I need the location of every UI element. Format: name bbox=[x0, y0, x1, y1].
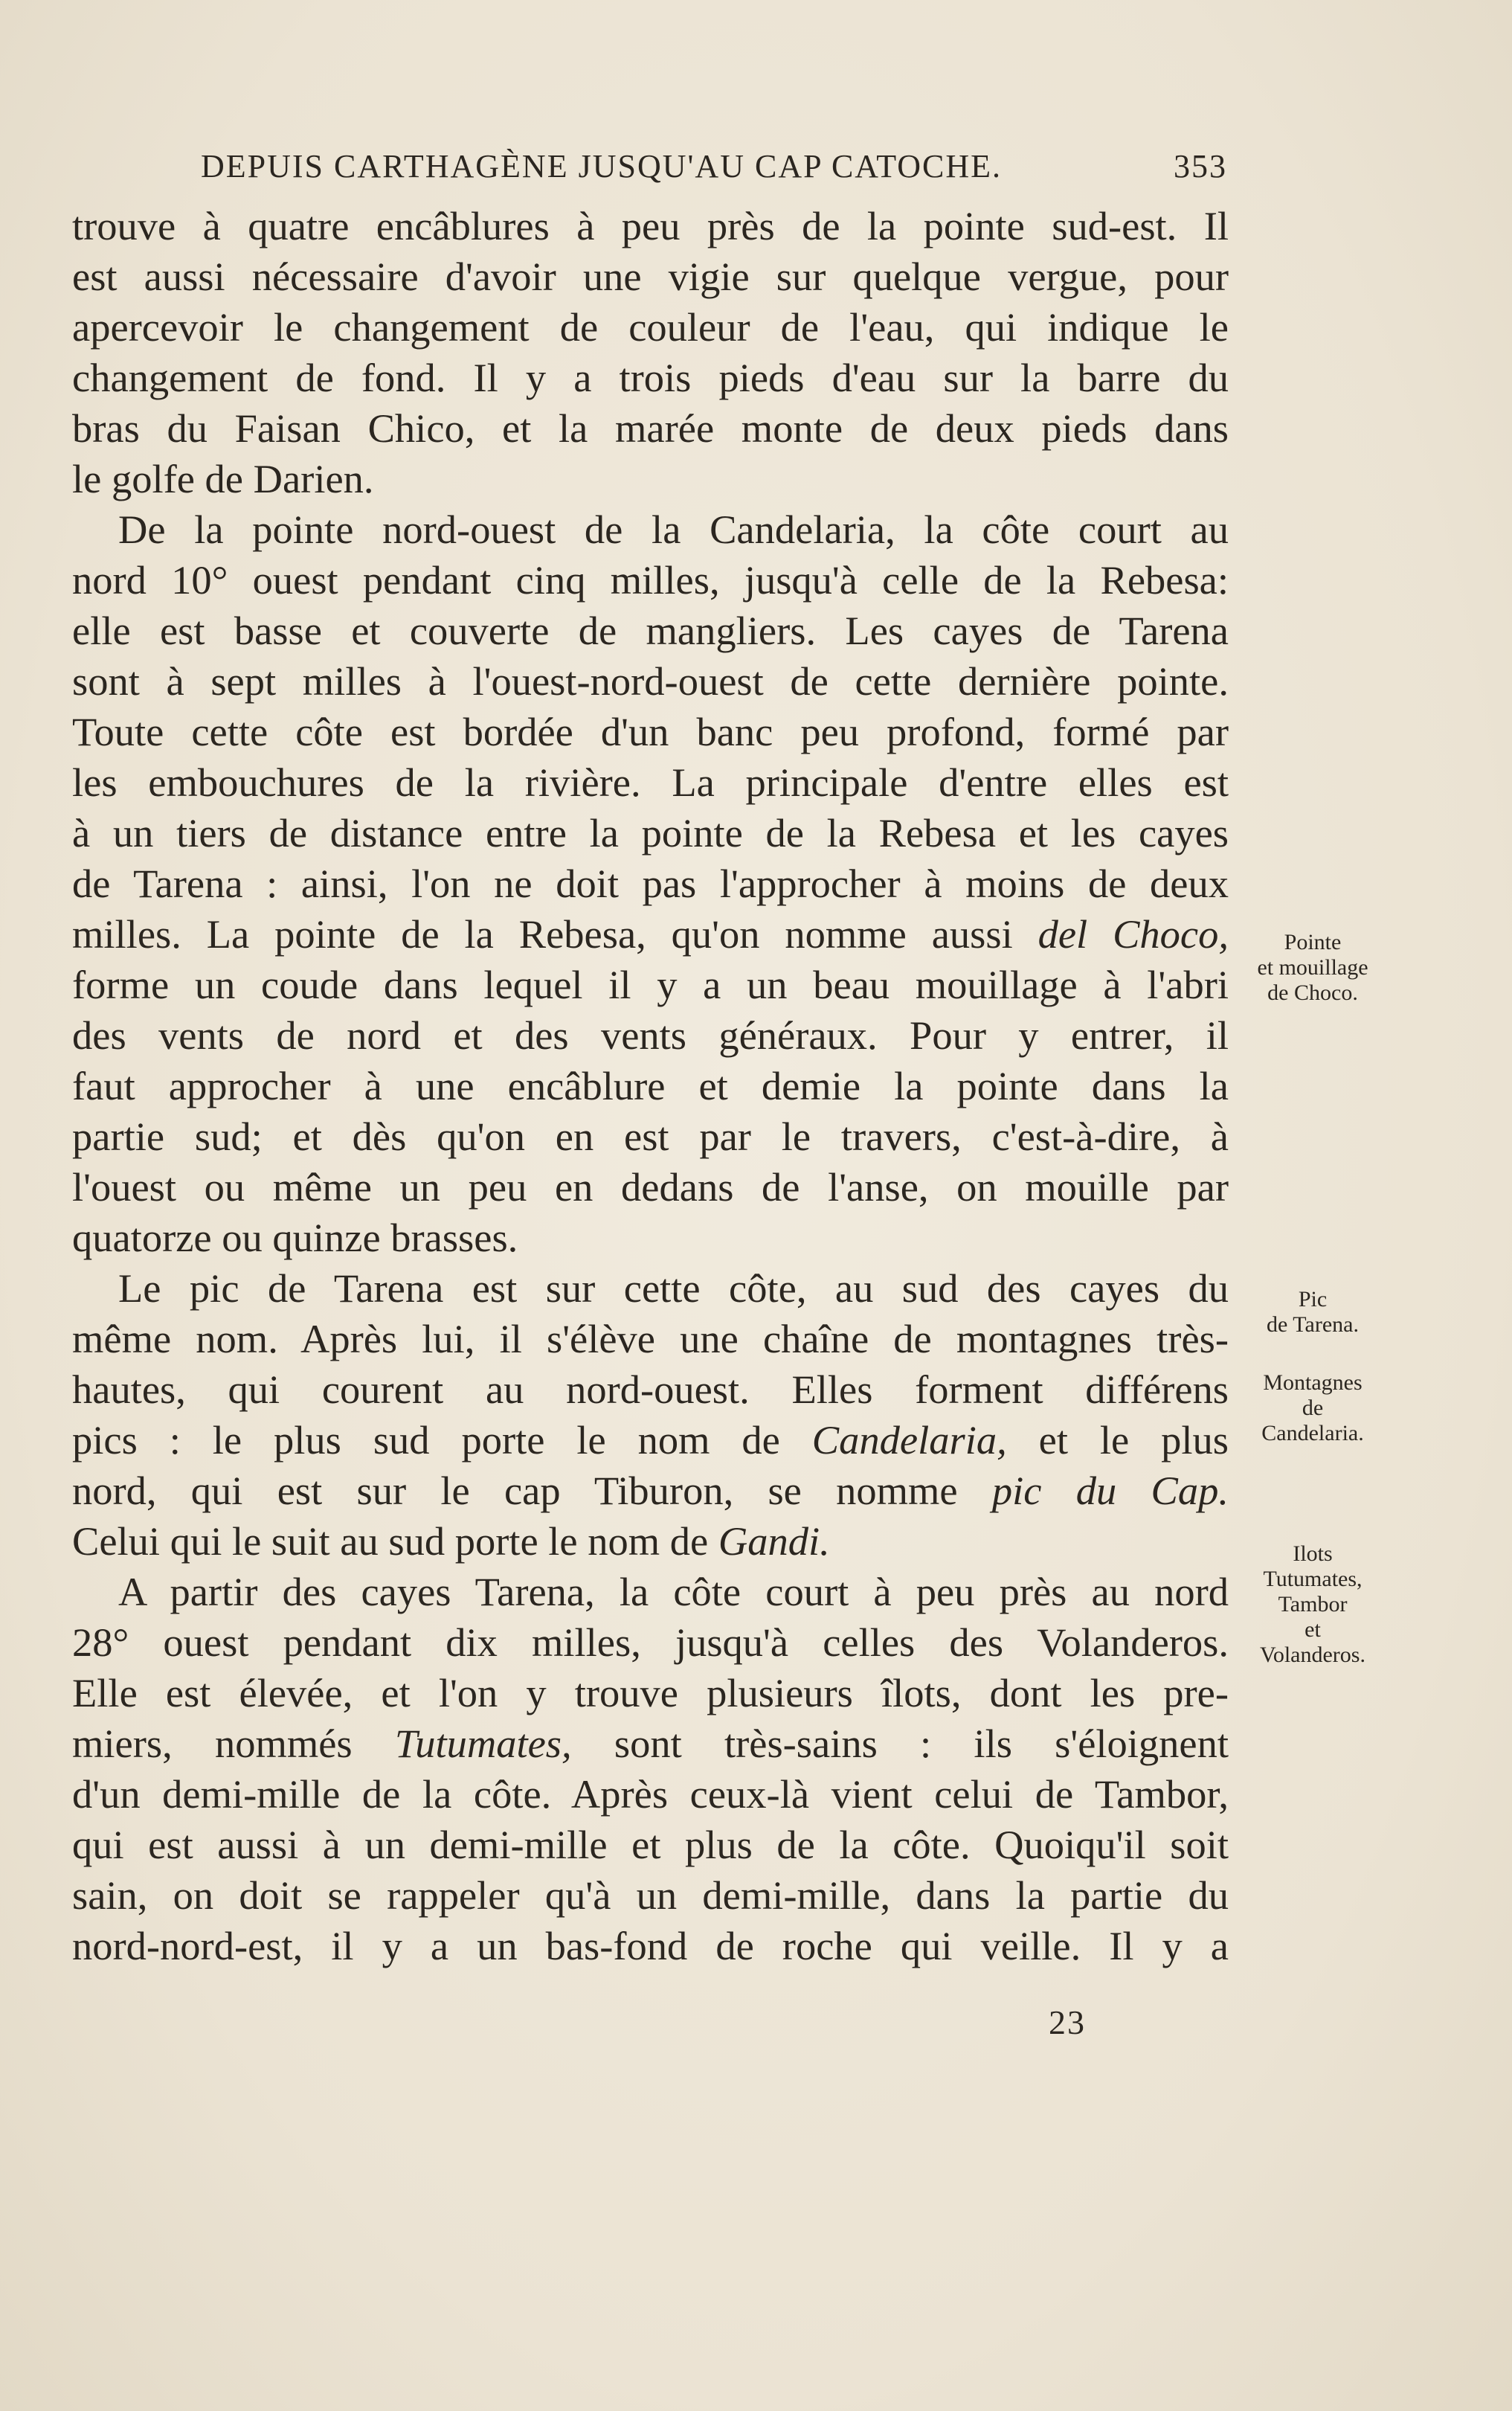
side-note-line: Ilots bbox=[1293, 1541, 1333, 1566]
body-text bbox=[72, 201, 1229, 1971]
text-segment: sont très-sains : ils s'éloignent bbox=[571, 1721, 1229, 1766]
text-segment: pics : le plus sud porte le nom de bbox=[72, 1417, 812, 1463]
text-line: 28° ouest pendant dix milles, jusqu'à celles des Volanderos. bbox=[72, 1619, 1229, 1665]
text-segment: miers, nommés bbox=[72, 1721, 395, 1766]
text-segment: milles. La pointe de la Rebesa, qu'on nomme aussi bbox=[72, 911, 1038, 957]
text-line bbox=[72, 1516, 1229, 1567]
text-line: Le pic de Tarena est sur cette côte, au sud des cayes du bbox=[118, 1265, 1229, 1311]
side-note-line: Candelaria. bbox=[1261, 1421, 1364, 1445]
text-line: Toute cette côte est bordée d'un banc peu profond, formé par bbox=[72, 709, 1229, 754]
text-line: changement de fond. Il y a trois pieds d'eau sur la barre du bbox=[72, 355, 1229, 400]
text-line: l'ouest ou même un peu en dedans de l'anse, on mouille par bbox=[72, 1164, 1229, 1210]
side-note-choco bbox=[1227, 930, 1398, 1006]
side-note-candelaria bbox=[1227, 1370, 1398, 1446]
text-line: apercevoir le changement de couleur de l'eau, qui indique le bbox=[72, 304, 1229, 350]
text-segment: nord, qui est sur le cap Tiburon, se nomme bbox=[72, 1468, 992, 1513]
text-line: A partir des cayes Tarena, la côte court à peu près au nord bbox=[118, 1569, 1229, 1614]
italic-place-name: Tutumates, bbox=[394, 1721, 572, 1766]
side-note-ilots bbox=[1227, 1541, 1398, 1668]
text-line: nord 10° ouest pendant cinq milles, jusqu'à celle de la Rebesa: bbox=[72, 557, 1229, 603]
text-line: sont à sept milles à l'ouest-nord-ouest de cette dernière pointe. bbox=[72, 658, 1229, 704]
text-line: faut approcher à une encâblure et demie la pointe dans la bbox=[72, 1063, 1229, 1108]
italic-place-name: pic du Cap. bbox=[991, 1468, 1229, 1513]
page-number: 353 bbox=[1174, 148, 1227, 184]
running-title: DEPUIS CARTHAGÈNE JUSQU'AU CAP CATOCHE. bbox=[201, 148, 1003, 184]
text-line: forme un coude dans lequel il y a un beau mouillage à l'abri bbox=[72, 962, 1229, 1007]
side-note-line: Montagnes bbox=[1263, 1370, 1363, 1395]
side-note-line: de bbox=[1302, 1396, 1324, 1420]
text-line: hautes, qui courent au nord-ouest. Elles forment différens bbox=[72, 1367, 1229, 1412]
text-segment: Celui qui le suit au sud porte le nom de bbox=[72, 1518, 718, 1564]
text-line: de Tarena : ainsi, l'on ne doit pas l'approcher à moins de deux bbox=[72, 861, 1229, 906]
text-line bbox=[72, 1415, 1229, 1465]
italic-place-name: Candelaria, bbox=[811, 1417, 1007, 1463]
side-note-line: Tutumates, bbox=[1263, 1567, 1363, 1591]
text-line: qui est aussi à un demi-mille et plus de la côte. Quoiqu'il soit bbox=[72, 1822, 1229, 1867]
italic-place-name: del Choco, bbox=[1038, 911, 1229, 957]
side-note-line: et bbox=[1304, 1617, 1321, 1642]
side-note-line: de Tarena. bbox=[1267, 1312, 1359, 1337]
text-line bbox=[72, 1465, 1229, 1516]
side-note-line: Volanderos. bbox=[1260, 1643, 1365, 1667]
text-line bbox=[72, 1718, 1229, 1769]
text-line: le golfe de Darien. bbox=[72, 456, 374, 501]
text-line: bras du Faisan Chico, et la marée monte de deux pieds dans bbox=[72, 405, 1229, 451]
text-line: à un tiers de distance entre la pointe de la Rebesa et les cayes bbox=[72, 810, 1229, 855]
side-note-line: Tambor bbox=[1278, 1592, 1348, 1617]
text-line: partie sud; et dès qu'on en est par le travers, c'est-à-dire, à bbox=[72, 1114, 1229, 1159]
text-line: sain, on doit se rappeler qu'à un demi-mille, dans la partie du bbox=[72, 1872, 1229, 1918]
text-line: elle est basse et couverte de mangliers. Les cayes de Tarena bbox=[72, 608, 1229, 653]
text-line: nord-nord-est, il y a un bas-fond de roche qui veille. Il y a bbox=[72, 1923, 1229, 1968]
signature-mark: 23 bbox=[1049, 2003, 1086, 2041]
text-segment: et le plus bbox=[1006, 1417, 1229, 1463]
page-header bbox=[201, 147, 1227, 192]
side-note-line: Pointe bbox=[1284, 930, 1342, 954]
text-line: les embouchures de la rivière. La principale d'entre elles est bbox=[72, 760, 1229, 805]
side-note-line: de Choco. bbox=[1267, 980, 1358, 1005]
text-line: trouve à quatre encâblures à peu près de la pointe sud-est. Il bbox=[72, 203, 1229, 248]
text-line: d'un demi-mille de la côte. Après ceux-là vient celui de Tambor, bbox=[72, 1771, 1229, 1817]
text-line: est aussi nécessaire d'avoir une vigie sur quelque vergue, pour bbox=[72, 254, 1229, 299]
text-line: des vents de nord et des vents généraux. Pour y entrer, il bbox=[72, 1012, 1229, 1058]
text-line: De la pointe nord-ouest de la Candelaria, la côte court au bbox=[118, 507, 1229, 552]
side-note-tarena bbox=[1227, 1287, 1398, 1338]
italic-place-name: Gandi. bbox=[718, 1518, 830, 1564]
side-note-line: Pic bbox=[1298, 1287, 1328, 1312]
text-line: Elle est élevée, et l'on y trouve plusieurs îlots, dont les pre- bbox=[72, 1670, 1229, 1715]
text-line bbox=[72, 909, 1229, 960]
side-note-line: et mouillage bbox=[1257, 955, 1368, 980]
text-line: même nom. Après lui, il s'élève une chaîne de montagnes très- bbox=[72, 1316, 1229, 1361]
text-line: quatorze ou quinze brasses. bbox=[72, 1215, 518, 1260]
